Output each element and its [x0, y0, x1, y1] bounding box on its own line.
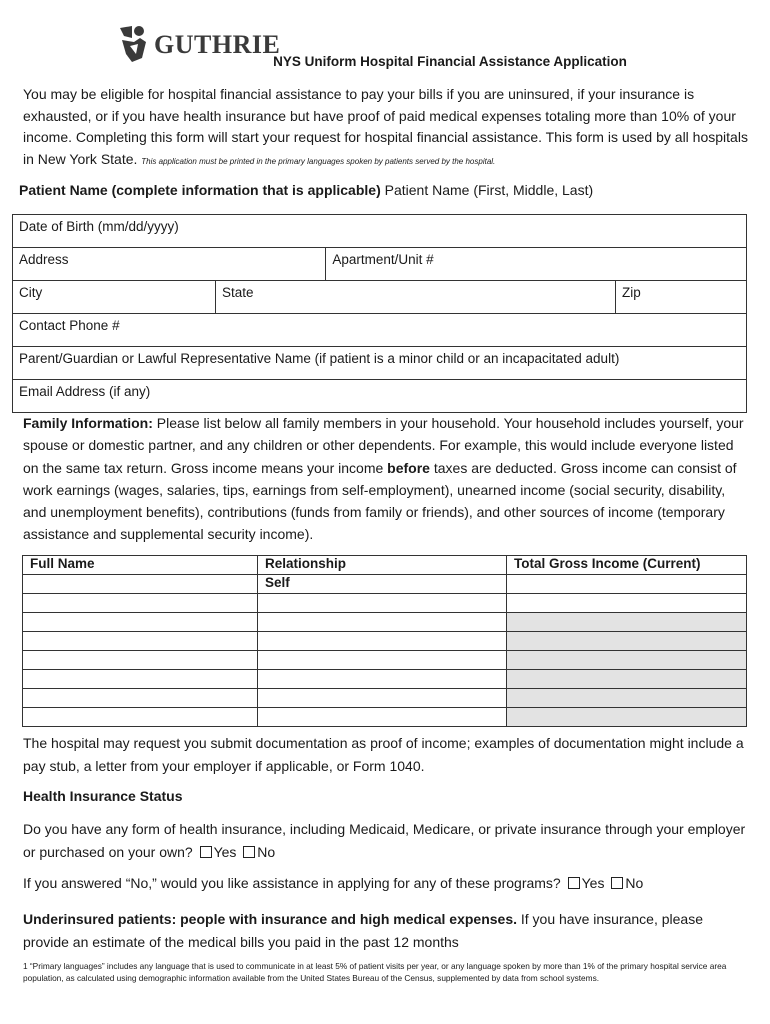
relationship-cell[interactable]: [258, 670, 507, 689]
relationship-cell: Self: [258, 575, 507, 594]
patient-info-table: [12, 214, 747, 413]
income-cell[interactable]: [507, 708, 747, 727]
name-cell[interactable]: [23, 632, 258, 651]
relationship-cell[interactable]: [258, 632, 507, 651]
zip-field[interactable]: Zip: [615, 281, 746, 313]
relationship-cell[interactable]: [258, 689, 507, 708]
table-row: [23, 632, 747, 651]
address-field[interactable]: Address: [13, 248, 326, 281]
table-row: [23, 689, 747, 708]
table-row: [23, 613, 747, 632]
guardian-field[interactable]: Parent/Guardian or Lawful Representative Name (if patient is a minor child or an incapacitated adult): [13, 347, 747, 380]
family-info-paragraph: Family Information: Please list below all family members in your household. Your household includes yourself, your spouse or domestic partner, and any children or other dependents. For example, this would include everyone listed on the same tax return. Gross income means your income before taxes are deducted. Gross income can consist of work earnings (wages, salaries, tips, earnings from self-employment), unearned income (social security, disability, and unemployment benefits), contributions (funds from family or friends), and other sources of income (temporary assistance and supplemental security income).: [23, 415, 744, 543]
q1-yes-checkbox[interactable]: [200, 846, 212, 858]
documentation-note: The hospital may request you submit documentation as proof of income; examples of documentation might include a pay stub, a letter from your employer if applicable, or Form 1040.: [23, 735, 744, 774]
table-row: [23, 708, 747, 727]
income-cell[interactable]: [507, 575, 747, 594]
col-relationship: Relationship: [258, 556, 507, 575]
phone-field[interactable]: Contact Phone #: [13, 314, 747, 347]
underinsured-paragraph: Underinsured patients: people with insurance and high medical expenses. If you have insurance, please provide an estimate of the medical bills you paid in the past 12 months: [23, 911, 704, 950]
income-cell[interactable]: [507, 651, 747, 670]
relationship-cell[interactable]: [258, 594, 507, 613]
table-header-row: [23, 556, 747, 575]
q1-no-checkbox[interactable]: [243, 846, 255, 858]
table-row: [23, 594, 747, 613]
name-cell[interactable]: [23, 651, 258, 670]
income-cell[interactable]: [507, 613, 747, 632]
income-cell[interactable]: [507, 594, 747, 613]
language-note: This application must be printed in the primary languages spoken by patients served by the hospital.: [141, 156, 496, 166]
state-field[interactable]: State: [222, 285, 254, 300]
q2-no-checkbox[interactable]: [611, 877, 623, 889]
name-cell[interactable]: [23, 670, 258, 689]
q2-yes-checkbox[interactable]: [568, 877, 580, 889]
insurance-question-2: If you answered “No,” would you like assistance in applying for any of these programs? Yes No: [23, 875, 644, 891]
patient-section-title: Patient Name (complete information that is applicable) Patient Name (First, Middle, Last): [19, 182, 594, 198]
page-title: NYS Uniform Hospital Financial Assistance Application: [273, 54, 627, 69]
name-cell[interactable]: [23, 575, 258, 594]
table-row: [23, 651, 747, 670]
name-cell[interactable]: [23, 594, 258, 613]
table-row: [23, 575, 747, 594]
name-cell[interactable]: [23, 708, 258, 727]
table-row: [23, 670, 747, 689]
dob-field[interactable]: Date of Birth (mm/dd/yyyy): [13, 215, 747, 248]
intro-paragraph: You may be eligible for hospital financial assistance to pay your bills if you are uninsured, if your insurance is exhausted, or if you have health insurance but have proof of paid medical expenses totaling more than 10% of your income. Completing this form will start your request for hospital financial assistance. This form is used by all hospitals in New York State. This application must be printed in the primary languages spoken by patients served by the hospital.: [23, 86, 748, 167]
name-cell[interactable]: [23, 613, 258, 632]
relationship-cell[interactable]: [258, 651, 507, 670]
name-cell[interactable]: [23, 689, 258, 708]
relationship-cell[interactable]: [258, 613, 507, 632]
income-cell[interactable]: [507, 670, 747, 689]
city-field[interactable]: City: [13, 281, 216, 314]
apartment-field[interactable]: Apartment/Unit #: [326, 248, 747, 281]
col-gross-income: Total Gross Income (Current): [507, 556, 747, 575]
footnote: 1 “Primary languages” includes any language that is used to communicate in at least 5% of patient visits per year, or any language spoken by more than 1% of the primary hospital service area population, as calculated using demographic information available from the United States Bureau of the Census, supplemented by data from school systems.: [23, 961, 727, 984]
income-cell[interactable]: [507, 689, 747, 708]
income-cell[interactable]: [507, 632, 747, 651]
family-table: [22, 555, 747, 727]
insurance-question-1: Do you have any form of health insurance, including Medicaid, Medicare, or private insurance through your employer or purchased on your own? Yes No: [23, 821, 746, 860]
relationship-cell[interactable]: [258, 708, 507, 727]
email-field[interactable]: Email Address (if any): [13, 380, 747, 413]
insurance-heading: Health Insurance Status: [23, 788, 183, 804]
col-full-name: Full Name: [23, 556, 258, 575]
logo-text: GUTHRIE: [154, 30, 281, 59]
